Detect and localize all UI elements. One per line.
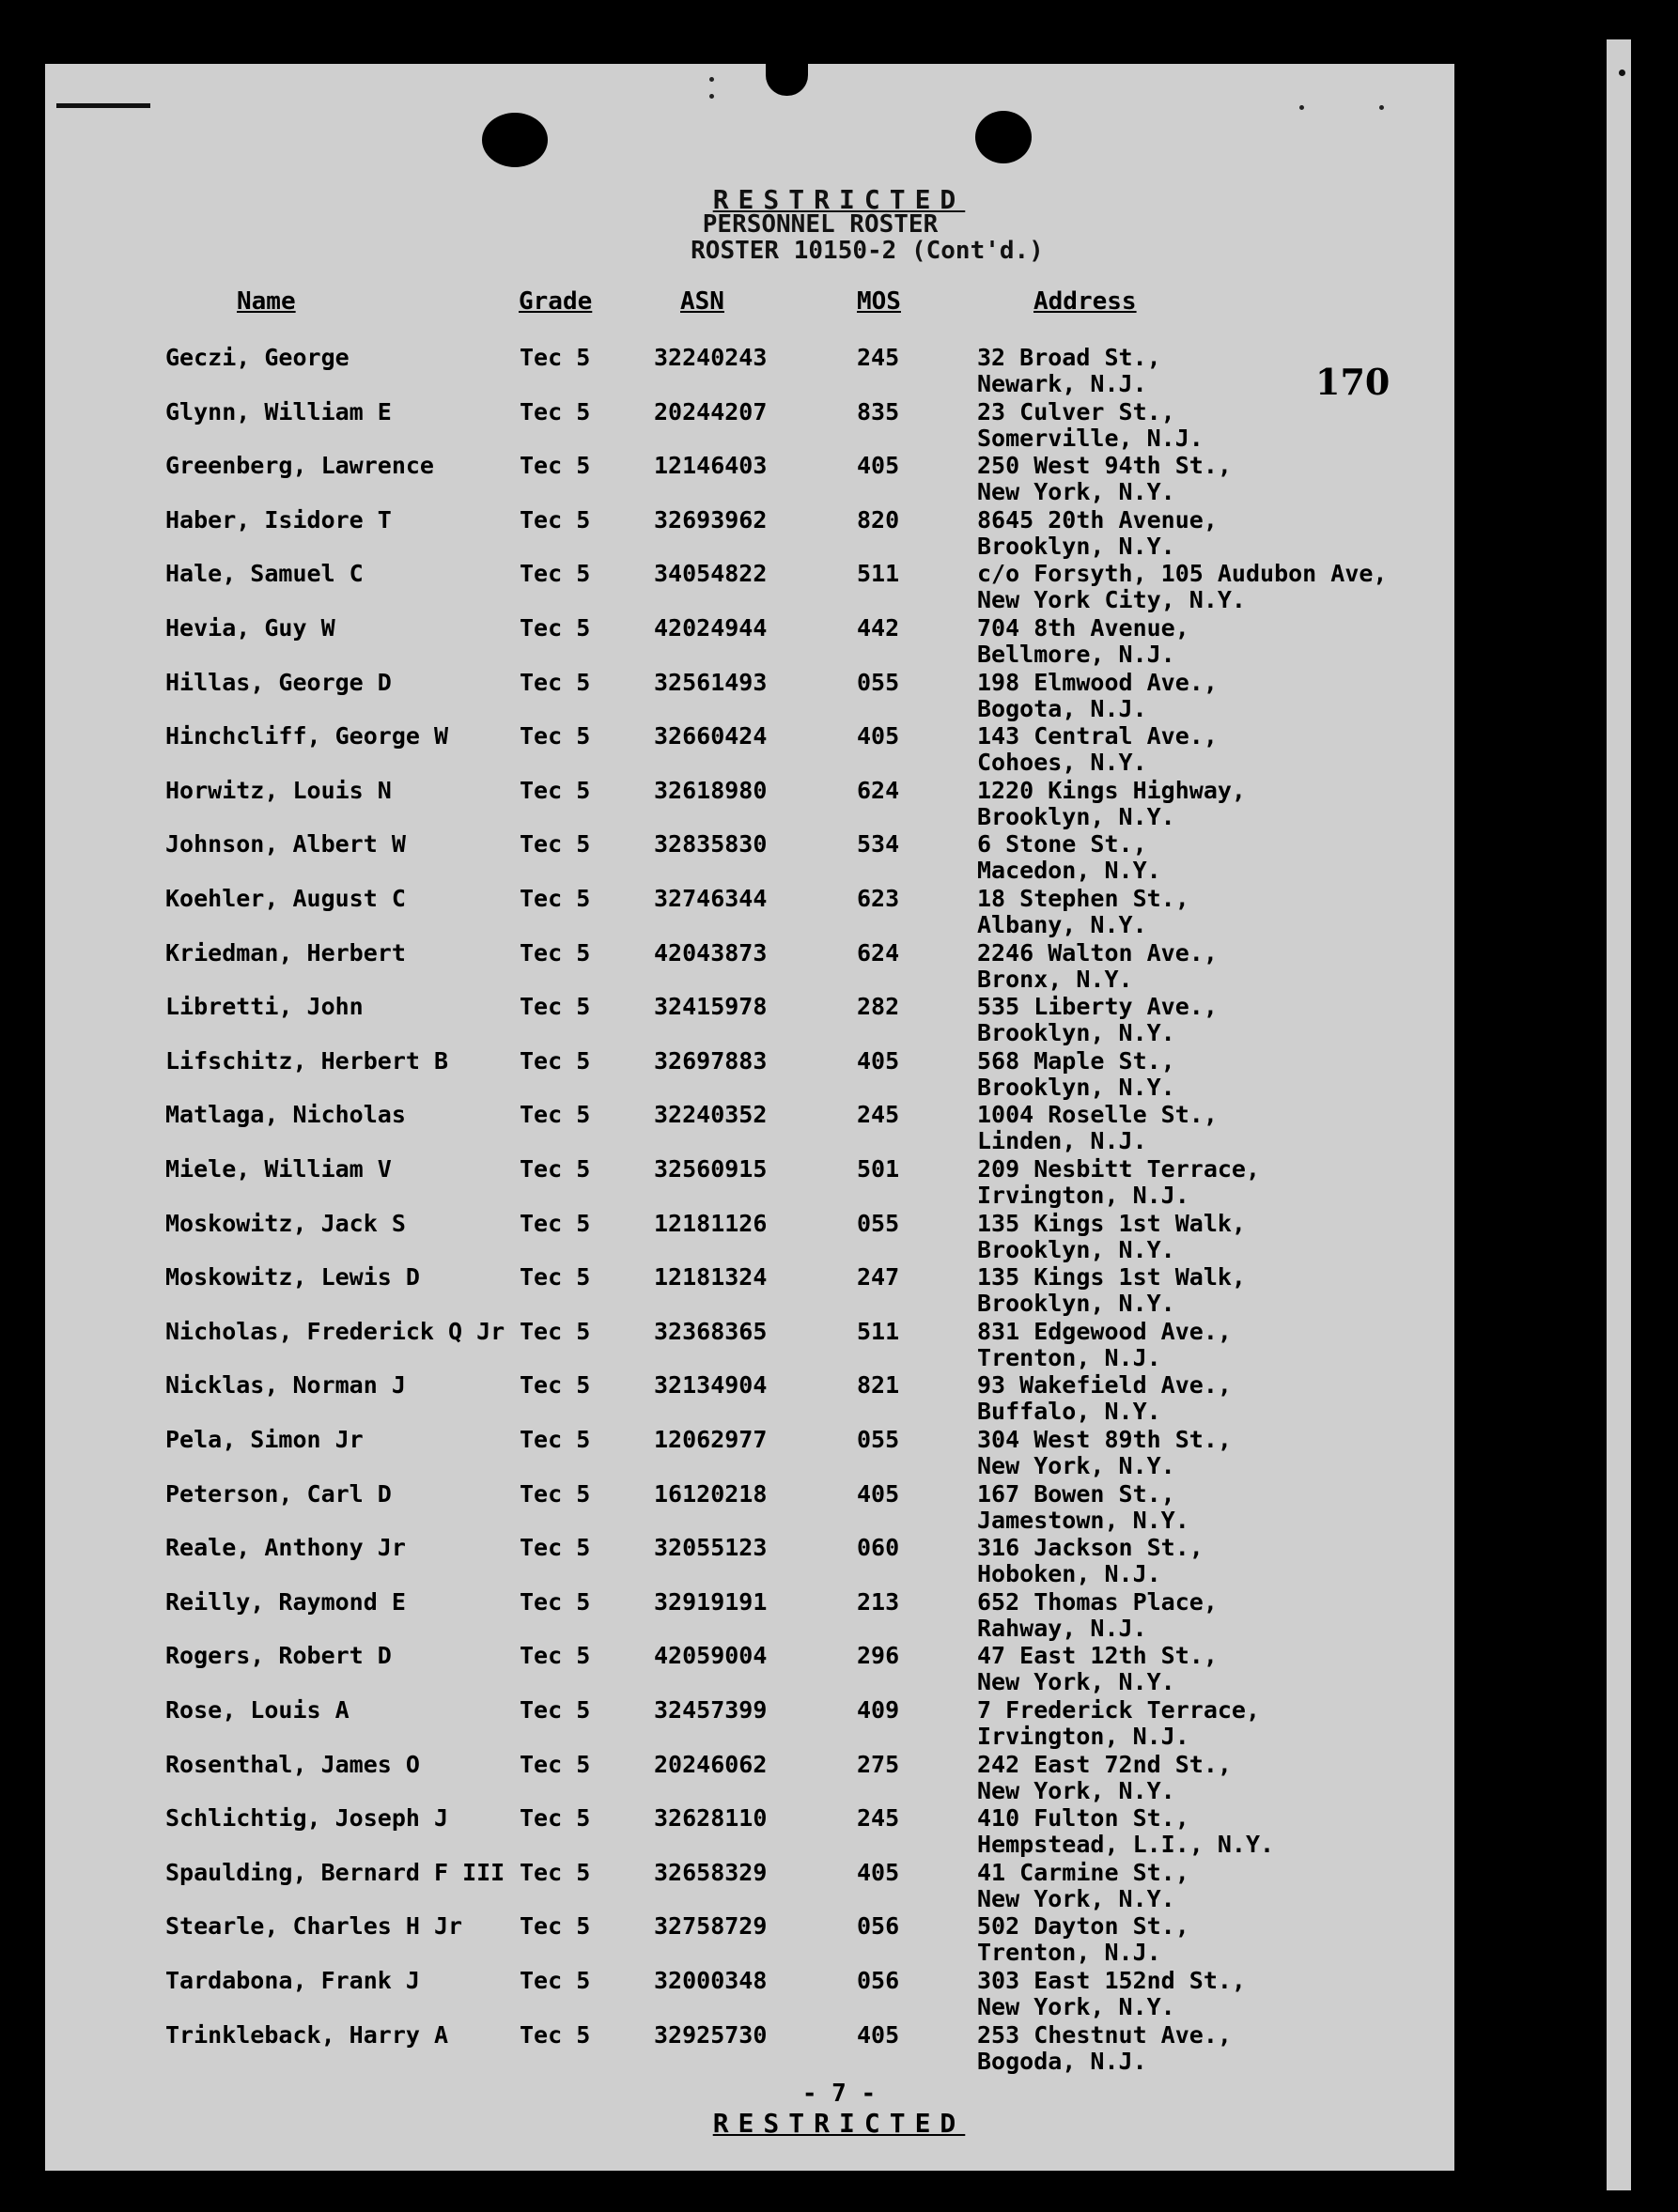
row-mos: 405 <box>857 1047 900 1075</box>
row-name: Lifschitz, Herbert B <box>165 1047 449 1075</box>
row-grade: Tec 5 <box>520 1534 591 1561</box>
row-grade: Tec 5 <box>520 1804 591 1832</box>
row-asn: 32919191 <box>654 1588 768 1616</box>
table-row <box>0 1480 1678 1535</box>
row-grade: Tec 5 <box>520 1859 591 1886</box>
row-address-line2: Brooklyn, N.Y. <box>977 1019 1175 1046</box>
row-address-line1: 1004 Roselle St., <box>977 1101 1218 1128</box>
classification-header: RESTRICTED <box>712 184 966 215</box>
row-grade: Tec 5 <box>520 1642 591 1669</box>
table-row <box>0 1912 1678 1967</box>
page-stamp: 170 <box>1315 361 1391 403</box>
row-asn: 32560915 <box>654 1155 768 1183</box>
row-asn: 32693962 <box>654 506 768 534</box>
row-grade: Tec 5 <box>520 2021 591 2049</box>
document-subtitle: ROSTER 10150-2 (Cont'd.) <box>691 237 1044 265</box>
row-grade: Tec 5 <box>520 1588 591 1616</box>
row-mos: 624 <box>857 939 900 967</box>
row-grade: Tec 5 <box>520 1155 591 1183</box>
table-row <box>0 560 1678 614</box>
row-name: Moskowitz, Lewis D <box>165 1263 420 1291</box>
row-address-line1: 652 Thomas Place, <box>977 1588 1218 1616</box>
row-mos: 245 <box>857 1101 900 1128</box>
table-row <box>0 1534 1678 1588</box>
row-mos: 213 <box>857 1588 900 1616</box>
row-asn: 20244207 <box>654 398 768 425</box>
table-row <box>0 1588 1678 1643</box>
table-row <box>0 777 1678 831</box>
row-name: Rose, Louis A <box>165 1696 350 1724</box>
table-row <box>0 398 1678 453</box>
table-row <box>0 452 1678 506</box>
row-name: Reale, Anthony Jr <box>165 1534 406 1561</box>
table-row <box>0 722 1678 777</box>
row-name: Stearle, Charles H Jr <box>165 1912 463 1940</box>
row-address-line2: New York, N.Y. <box>977 1993 1175 2020</box>
row-asn: 42024944 <box>654 614 768 642</box>
row-address-line1: 143 Central Ave., <box>977 722 1218 750</box>
row-address-line2: Bellmore, N.J. <box>977 641 1175 668</box>
row-asn: 32758729 <box>654 1912 768 1940</box>
row-address-line1: 41 Carmine St., <box>977 1859 1189 1886</box>
row-asn: 32658329 <box>654 1859 768 1886</box>
row-address-line1: 568 Maple St., <box>977 1047 1175 1075</box>
row-mos: 247 <box>857 1263 900 1291</box>
row-mos: 511 <box>857 1318 900 1345</box>
row-address-line1: 135 Kings 1st Walk, <box>977 1263 1246 1291</box>
row-asn: 32000348 <box>654 1967 768 1994</box>
row-name: Greenberg, Lawrence <box>165 452 434 479</box>
row-address-line1: 93 Wakefield Ave., <box>977 1371 1232 1399</box>
row-grade: Tec 5 <box>520 1696 591 1724</box>
row-name: Hillas, George D <box>165 669 392 696</box>
row-mos: 245 <box>857 344 900 371</box>
row-asn: 32618980 <box>654 777 768 804</box>
row-address-line1: 304 West 89th St., <box>977 1426 1232 1453</box>
table-row <box>0 1318 1678 1372</box>
column-header-asn: ASN <box>680 287 724 316</box>
row-grade: Tec 5 <box>520 885 591 912</box>
row-asn: 32925730 <box>654 2021 768 2049</box>
table-row <box>0 1371 1678 1426</box>
table-row <box>0 1263 1678 1318</box>
row-mos: 055 <box>857 669 900 696</box>
row-grade: Tec 5 <box>520 1967 591 1994</box>
edge-mark <box>1619 70 1625 76</box>
row-asn: 32835830 <box>654 830 768 858</box>
row-address-line1: c/o Forsyth, 105 Audubon Ave, <box>977 560 1388 587</box>
row-address-line1: 502 Dayton St., <box>977 1912 1189 1940</box>
row-address-line1: 47 East 12th St., <box>977 1642 1218 1669</box>
row-address-line2: Bogoda, N.J. <box>977 2048 1147 2075</box>
classification-footer: RESTRICTED <box>712 2108 966 2139</box>
row-grade: Tec 5 <box>520 1751 591 1778</box>
row-address-line2: Trenton, N.J. <box>977 1344 1161 1371</box>
column-header-address: Address <box>1033 287 1137 316</box>
row-grade: Tec 5 <box>520 993 591 1020</box>
row-name: Tardabona, Frank J <box>165 1967 420 1994</box>
row-grade: Tec 5 <box>520 830 591 858</box>
row-address-line1: 23 Culver St., <box>977 398 1175 425</box>
row-name: Johnson, Albert W <box>165 830 406 858</box>
row-mos: 056 <box>857 1967 900 1994</box>
row-mos: 835 <box>857 398 900 425</box>
row-grade: Tec 5 <box>520 1371 591 1399</box>
row-grade: Tec 5 <box>520 1101 591 1128</box>
row-grade: Tec 5 <box>520 1480 591 1508</box>
row-address-line2: New York City, N.Y. <box>977 586 1246 613</box>
row-asn: 16120218 <box>654 1480 768 1508</box>
row-grade: Tec 5 <box>520 939 591 967</box>
row-asn: 32628110 <box>654 1804 768 1832</box>
row-address-line2: Brooklyn, N.Y. <box>977 1236 1175 1263</box>
row-address-line1: 704 8th Avenue, <box>977 614 1189 642</box>
row-asn: 32457399 <box>654 1696 768 1724</box>
row-asn: 32660424 <box>654 722 768 750</box>
table-row <box>0 993 1678 1047</box>
row-name: Hevia, Guy W <box>165 614 335 642</box>
column-header-grade: Grade <box>519 287 593 316</box>
row-address-line2: Brooklyn, N.Y. <box>977 533 1175 560</box>
row-mos: 534 <box>857 830 900 858</box>
row-address-line2: Trenton, N.J. <box>977 1939 1161 1966</box>
row-mos: 409 <box>857 1696 900 1724</box>
table-row <box>0 1155 1678 1210</box>
row-address-line2: New York, N.Y. <box>977 1668 1175 1695</box>
row-asn: 42059004 <box>654 1642 768 1669</box>
row-address-line1: 410 Fulton St., <box>977 1804 1189 1832</box>
page-speck <box>709 94 714 99</box>
page-number: - 7 - <box>801 2080 877 2108</box>
row-mos: 405 <box>857 1480 900 1508</box>
row-address-line1: 8645 20th Avenue, <box>977 506 1218 534</box>
row-address-line2: Irvington, N.J. <box>977 1723 1189 1750</box>
row-name: Koehler, August C <box>165 885 406 912</box>
table-row <box>0 1426 1678 1480</box>
row-mos: 060 <box>857 1534 900 1561</box>
row-mos: 405 <box>857 722 900 750</box>
row-name: Hinchcliff, George W <box>165 722 449 750</box>
table-row <box>0 1642 1678 1696</box>
row-name: Hale, Samuel C <box>165 560 364 587</box>
row-name: Schlichtig, Joseph J <box>165 1804 449 1832</box>
row-mos: 405 <box>857 2021 900 2049</box>
row-address-line1: 303 East 152nd St., <box>977 1967 1246 1994</box>
row-name: Glynn, William E <box>165 398 392 425</box>
row-mos: 056 <box>857 1912 900 1940</box>
row-name: Haber, Isidore T <box>165 506 392 534</box>
table-row <box>0 939 1678 994</box>
row-grade: Tec 5 <box>520 777 591 804</box>
row-address-line2: New York, N.Y. <box>977 478 1175 505</box>
punch-hole-right <box>975 111 1032 163</box>
row-grade: Tec 5 <box>520 1426 591 1453</box>
row-address-line2: Bronx, N.Y. <box>977 966 1133 993</box>
row-address-line1: 535 Liberty Ave., <box>977 993 1218 1020</box>
row-grade: Tec 5 <box>520 560 591 587</box>
row-address-line2: Albany, N.Y. <box>977 911 1147 938</box>
row-mos: 405 <box>857 1859 900 1886</box>
row-name: Geczi, George <box>165 344 350 371</box>
row-asn: 42043873 <box>654 939 768 967</box>
row-grade: Tec 5 <box>520 722 591 750</box>
row-address-line2: Hoboken, N.J. <box>977 1560 1161 1587</box>
row-address-line1: 198 Elmwood Ave., <box>977 669 1218 696</box>
row-address-line1: 242 East 72nd St., <box>977 1751 1232 1778</box>
row-address-line2: New York, N.Y. <box>977 1885 1175 1912</box>
row-address-line1: 831 Edgewood Ave., <box>977 1318 1232 1345</box>
table-row <box>0 1859 1678 1913</box>
table-row <box>0 2021 1678 2076</box>
row-address-line2: Brooklyn, N.Y. <box>977 1290 1175 1317</box>
table-row <box>0 614 1678 669</box>
row-asn: 32415978 <box>654 993 768 1020</box>
row-grade: Tec 5 <box>520 344 591 371</box>
row-name: Peterson, Carl D <box>165 1480 392 1508</box>
row-address-line2: Macedon, N.Y. <box>977 857 1161 884</box>
table-row <box>0 1751 1678 1805</box>
document-title: PERSONNEL ROSTER <box>702 210 939 239</box>
row-address-line2: Irvington, N.J. <box>977 1182 1189 1209</box>
row-mos: 442 <box>857 614 900 642</box>
row-mos: 624 <box>857 777 900 804</box>
table-row <box>0 506 1678 561</box>
row-address-line2: Brooklyn, N.Y. <box>977 1074 1175 1101</box>
row-address-line2: Rahway, N.J. <box>977 1615 1147 1642</box>
row-address-line1: 1220 Kings Highway, <box>977 777 1246 804</box>
row-address-line2: Buffalo, N.Y. <box>977 1398 1161 1425</box>
row-mos: 275 <box>857 1751 900 1778</box>
column-header-mos: MOS <box>857 287 901 316</box>
row-grade: Tec 5 <box>520 669 591 696</box>
row-grade: Tec 5 <box>520 506 591 534</box>
table-row <box>0 830 1678 885</box>
row-asn: 12146403 <box>654 452 768 479</box>
row-mos: 511 <box>857 560 900 587</box>
row-address-line2: Jamestown, N.Y. <box>977 1507 1189 1534</box>
row-grade: Tec 5 <box>520 614 591 642</box>
row-name: Spaulding, Bernard F III <box>165 1859 505 1886</box>
row-mos: 055 <box>857 1210 900 1237</box>
table-row <box>0 1696 1678 1751</box>
punch-hole-left <box>482 113 548 167</box>
row-address-line2: New York, N.Y. <box>977 1777 1175 1804</box>
row-name: Trinkleback, Harry A <box>165 2021 449 2049</box>
row-name: Pela, Simon Jr <box>165 1426 364 1453</box>
row-address-line1: 209 Nesbitt Terrace, <box>977 1155 1261 1183</box>
row-asn: 32561493 <box>654 669 768 696</box>
row-address-line1: 135 Kings 1st Walk, <box>977 1210 1246 1237</box>
row-mos: 821 <box>857 1371 900 1399</box>
row-grade: Tec 5 <box>520 452 591 479</box>
table-row <box>0 1047 1678 1102</box>
table-row <box>0 1101 1678 1155</box>
row-name: Reilly, Raymond E <box>165 1588 406 1616</box>
row-mos: 501 <box>857 1155 900 1183</box>
row-name: Nicklas, Norman J <box>165 1371 406 1399</box>
row-asn: 20246062 <box>654 1751 768 1778</box>
row-asn: 32697883 <box>654 1047 768 1075</box>
row-address-line2: Linden, N.J. <box>977 1127 1147 1154</box>
row-mos: 820 <box>857 506 900 534</box>
row-name: Horwitz, Louis N <box>165 777 392 804</box>
row-asn: 12181126 <box>654 1210 768 1237</box>
row-address-line2: Bogota, N.J. <box>977 695 1147 722</box>
row-address-line1: 167 Bowen St., <box>977 1480 1175 1508</box>
row-asn: 32240352 <box>654 1101 768 1128</box>
row-address-line1: 6 Stone St., <box>977 830 1147 858</box>
row-grade: Tec 5 <box>520 1047 591 1075</box>
row-asn: 12181324 <box>654 1263 768 1291</box>
table-row <box>0 1967 1678 2021</box>
row-address-line1: 2246 Walton Ave., <box>977 939 1218 967</box>
row-name: Nicholas, Frederick Q Jr <box>165 1318 505 1345</box>
row-name: Rogers, Robert D <box>165 1642 392 1669</box>
row-address-line1: 253 Chestnut Ave., <box>977 2021 1232 2049</box>
row-asn: 32134904 <box>654 1371 768 1399</box>
table-row <box>0 885 1678 939</box>
row-address-line1: 7 Frederick Terrace, <box>977 1696 1261 1724</box>
row-asn: 12062977 <box>654 1426 768 1453</box>
row-asn: 34054822 <box>654 560 768 587</box>
table-row <box>0 669 1678 723</box>
row-name: Libretti, John <box>165 993 364 1020</box>
row-asn: 32368365 <box>654 1318 768 1345</box>
row-asn: 32055123 <box>654 1534 768 1561</box>
row-grade: Tec 5 <box>520 1318 591 1345</box>
row-address-line2: Newark, N.J. <box>977 370 1147 397</box>
row-address-line2: Somerville, N.J. <box>977 425 1204 452</box>
table-row <box>0 1210 1678 1264</box>
row-address-line2: New York, N.Y. <box>977 1452 1175 1479</box>
row-asn: 32240243 <box>654 344 768 371</box>
margin-mark <box>56 103 150 108</box>
row-grade: Tec 5 <box>520 398 591 425</box>
row-name: Moskowitz, Jack S <box>165 1210 406 1237</box>
row-name: Matlaga, Nicholas <box>165 1101 406 1128</box>
row-mos: 282 <box>857 993 900 1020</box>
row-asn: 32746344 <box>654 885 768 912</box>
page-speck <box>1299 105 1304 110</box>
row-grade: Tec 5 <box>520 1912 591 1940</box>
page-speck <box>1379 105 1384 110</box>
row-name: Rosenthal, James O <box>165 1751 420 1778</box>
row-mos: 623 <box>857 885 900 912</box>
row-address-line1: 18 Stephen St., <box>977 885 1189 912</box>
row-address-line2: Hempstead, L.I., N.Y. <box>977 1831 1275 1858</box>
row-address-line1: 316 Jackson St., <box>977 1534 1204 1561</box>
row-mos: 405 <box>857 452 900 479</box>
row-name: Kriedman, Herbert <box>165 939 406 967</box>
column-header-name: Name <box>237 287 296 316</box>
row-address-line1: 32 Broad St., <box>977 344 1161 371</box>
row-mos: 245 <box>857 1804 900 1832</box>
page-speck <box>709 77 714 82</box>
row-address-line1: 250 West 94th St., <box>977 452 1232 479</box>
row-address-line2: Brooklyn, N.Y. <box>977 803 1175 830</box>
row-mos: 296 <box>857 1642 900 1669</box>
row-grade: Tec 5 <box>520 1210 591 1237</box>
row-mos: 055 <box>857 1426 900 1453</box>
row-name: Miele, William V <box>165 1155 392 1183</box>
row-address-line2: Cohoes, N.Y. <box>977 749 1147 776</box>
table-row <box>0 1804 1678 1859</box>
row-grade: Tec 5 <box>520 1263 591 1291</box>
table-row <box>0 344 1678 398</box>
